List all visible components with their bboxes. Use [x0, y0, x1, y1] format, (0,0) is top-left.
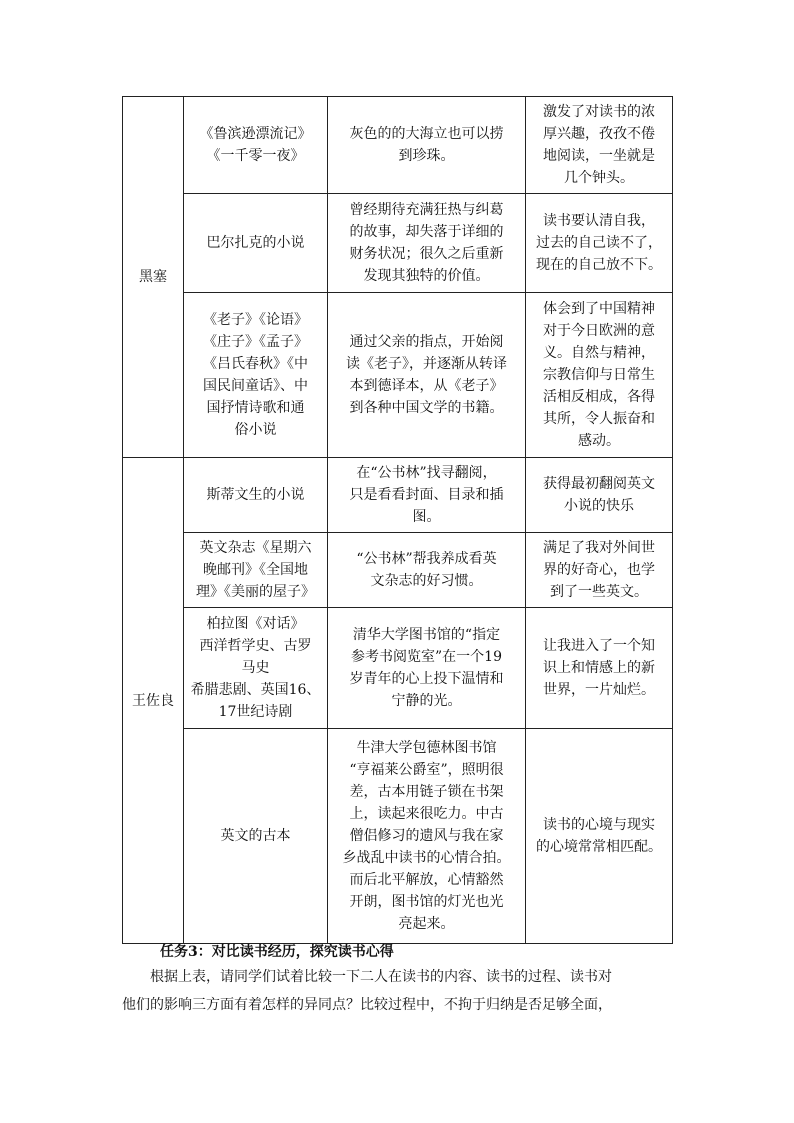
cell-text-line: 发现其独特的价值。: [363, 268, 490, 284]
cell-text-line: 财务状况；很久之后重新: [349, 246, 504, 262]
cell-text-line: 通过父亲的指点，开始阅: [349, 334, 504, 350]
book-cell: [184, 293, 328, 458]
cell-text-line: 地阅读，一坐就是: [543, 148, 655, 164]
cell-text-line: 宁静的光。: [391, 693, 462, 709]
effect-cell: [526, 97, 673, 194]
cell-text-line: 乡战乱中读书的心情合拍。: [342, 850, 511, 866]
cell-text-line: 俗小说: [234, 422, 277, 438]
cell-text-line: 西洋哲学史、古罗: [199, 638, 312, 654]
cell-text-line: 界的好奇心，也学: [543, 562, 655, 578]
cell-text-line: 上，读起来很吃力。中古: [349, 806, 504, 822]
person-cell: [123, 97, 184, 458]
cell-text-line: 过去的自己读不了，: [536, 235, 662, 251]
process-cell: [328, 533, 526, 608]
cell-text-line: 《鲁滨逊漂流记》: [199, 126, 312, 142]
table-row: [123, 194, 673, 293]
book-cell: [184, 97, 328, 194]
table-row: [123, 533, 673, 608]
cell-text-line: 感动。: [578, 433, 620, 449]
cell-text-line: 曾经期待充满狂热与纠葛: [349, 202, 504, 218]
cell-text-line: 到了一些英文。: [550, 584, 648, 600]
cell-text-line: 的心境常常相匹配。: [536, 839, 662, 855]
cell-text-line: 而后北平解放，心情豁然: [349, 872, 504, 888]
cell-text-line: 获得最初翻阅英文: [543, 476, 655, 492]
effect-cell: [526, 458, 673, 533]
cell-text-line: 其所，令人振奋和: [543, 411, 655, 427]
process-cell: [328, 458, 526, 533]
person-name: 黑塞: [139, 269, 167, 285]
cell-text-line: 差，古本用链子锁在书架: [349, 784, 504, 800]
cell-text-line: 到珍珠。: [398, 148, 455, 164]
process-cell: [328, 608, 526, 729]
cell-text-line: 在“公书林”找寻翻阅，: [356, 465, 497, 481]
cell-text-line: 的故事，却失落于详细的: [349, 224, 504, 240]
cell-text-line: 晚邮刊》《全国地: [203, 562, 308, 578]
reading-comparison-table: [122, 96, 673, 944]
effect-cell: [526, 533, 673, 608]
cell-text-line: 清华大学图书馆的“指定: [352, 627, 501, 643]
cell-text-line: 小说的快乐: [564, 498, 634, 514]
cell-text-line: 宗教信仰与日常生: [543, 367, 655, 383]
effect-cell: [526, 729, 673, 944]
cell-text-line: 让我进入了一个知: [543, 638, 655, 654]
book-cell: [184, 729, 328, 944]
cell-text-line: 满足了我对外间世: [543, 540, 655, 556]
effect-cell: [526, 194, 673, 293]
cell-text-line: 英文的古本: [220, 828, 291, 844]
effect-cell: [526, 293, 673, 458]
cell-text-line: 激发了对读书的浓: [543, 104, 655, 120]
cell-text-line: 亮起来。: [398, 916, 455, 932]
process-cell: [328, 97, 526, 194]
task-paragraph-line: 根据上表，请同学们试着比较一下二人在读书的内容、读书的过程、读书对: [150, 969, 612, 985]
cell-text-line: 对于今日欧洲的意: [543, 323, 655, 339]
cell-text-line: 读书要认清自我，: [543, 213, 655, 229]
cell-text-line: “亨福莱公爵室”，照明很: [349, 762, 504, 778]
effect-cell: [526, 608, 673, 729]
book-cell: [184, 533, 328, 608]
cell-text-line: 读《老子》，并逐渐从转译: [346, 356, 507, 372]
cell-text-line: 几个钟头。: [564, 170, 634, 186]
cell-text-line: 开朗，图书馆的灯光也光: [349, 894, 504, 910]
cell-text-line: 斯蒂文生的小说: [206, 487, 305, 503]
cell-text-line: 识上和情感上的新: [543, 660, 655, 676]
cell-text-line: 活相反相成，各得: [543, 389, 655, 405]
cell-text-line: 理》《美丽的屋子》: [196, 584, 315, 600]
cell-text-line: 国抒情诗歌和通: [206, 400, 305, 416]
cell-text-line: 到各种中国文学的书籍。: [349, 400, 504, 416]
cell-text-line: 厚兴趣，孜孜不倦: [543, 126, 655, 142]
book-cell: [184, 458, 328, 533]
book-cell: [184, 608, 328, 729]
cell-text-line: 灰色的的大海立也可以捞: [349, 126, 504, 142]
cell-text-line: 巴尔扎克的小说: [206, 235, 305, 251]
cell-text-line: 本到德译本，从《老子》: [349, 378, 504, 394]
cell-text-line: 僧侣修习的遗风与我在家: [349, 828, 504, 844]
cell-text-line: 《一千零一夜》: [206, 148, 305, 164]
cell-text-line: 《庄子》《孟子》: [203, 334, 308, 350]
process-cell: [328, 293, 526, 458]
cell-text-line: “公书林”帮我养成看英: [356, 551, 497, 567]
cell-text-line: 牛津大学包德林图书馆: [356, 740, 497, 756]
cell-text-line: 体会到了中国精神: [543, 301, 655, 317]
table-row: [123, 458, 673, 533]
cell-text-line: 世界，一片灿烂。: [543, 682, 655, 698]
cell-text-line: 《老子》《论语》: [203, 312, 308, 328]
cell-text-line: 柏拉图《对话》: [206, 616, 305, 632]
table-row: [123, 97, 673, 194]
process-cell: [328, 194, 526, 293]
cell-text-line: 希腊悲剧、英国16、: [190, 682, 321, 698]
cell-text-line: 英文杂志《星期六: [199, 540, 312, 556]
table-row: [123, 729, 673, 944]
cell-text-line: 图。: [412, 509, 441, 525]
task-heading: 任务3：对比读书经历，探究读书心得: [160, 944, 394, 960]
cell-text-line: 读书的心境与现实: [543, 817, 655, 833]
table-row: [123, 293, 673, 458]
cell-text-line: 国民间童话》、中: [203, 378, 308, 394]
person-name: 王佐良: [132, 692, 174, 709]
cell-text-line: 17世纪诗剧: [218, 704, 293, 720]
cell-text-line: 文杂志的好习惯。: [370, 573, 483, 589]
process-cell: [328, 729, 526, 944]
cell-text-line: 《吕氏春秋》《中: [203, 356, 308, 372]
cell-text-line: 现在的自己放不下。: [536, 257, 662, 273]
cell-text-line: 只是看看封面、目录和插: [349, 487, 504, 503]
person-cell: [123, 458, 184, 944]
book-cell: [184, 194, 328, 293]
cell-text-line: 马史: [241, 660, 270, 676]
table-row: [123, 608, 673, 729]
task-paragraph-line: 他们的影响三方面有着怎样的异同点？比较过程中，不拘于归纳是否足够全面，: [122, 997, 612, 1013]
cell-text-line: 参考书阅览室”在一个19: [351, 649, 502, 665]
cell-text-line: 岁青年的心上投下温情和: [349, 671, 504, 687]
cell-text-line: 义。自然与精神，: [543, 345, 655, 361]
